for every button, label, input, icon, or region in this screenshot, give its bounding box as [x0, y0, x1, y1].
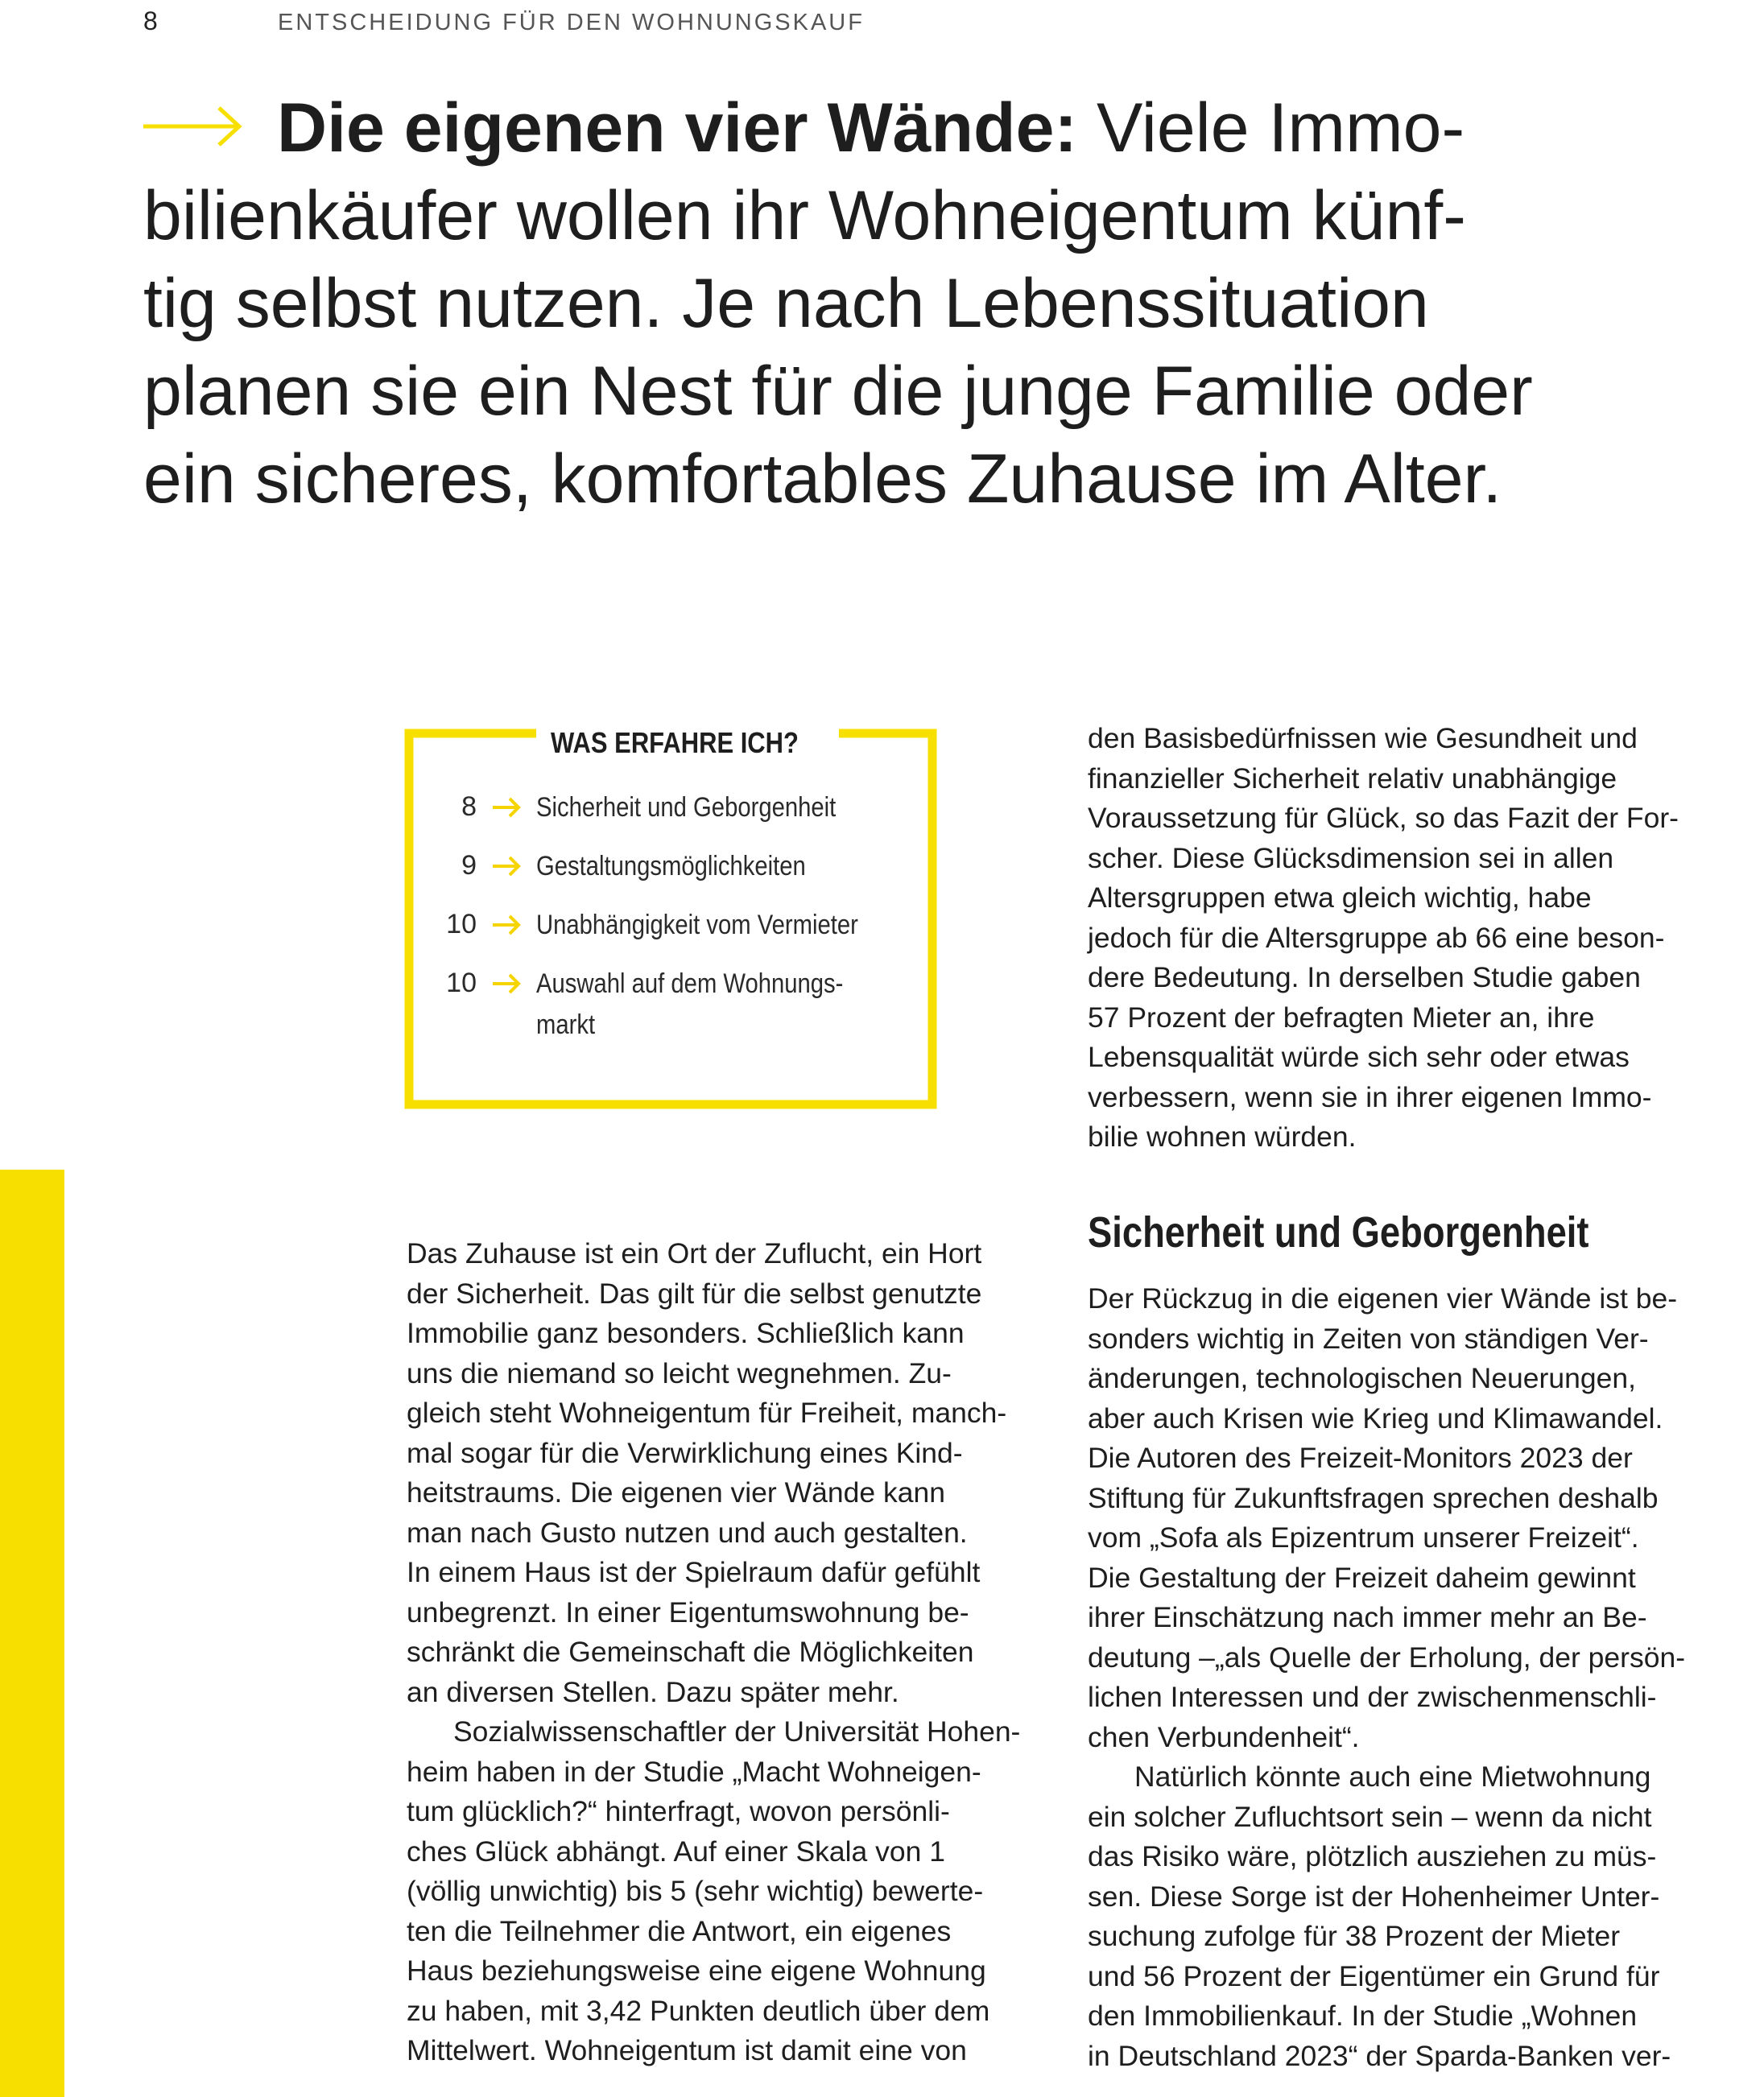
body-text-right-bottom	[1088, 1279, 1685, 2076]
text-line: suchung zufolge für 38 Prozent der Mieter	[1088, 1920, 1621, 1952]
toc-item-page: 10	[446, 968, 477, 998]
toc-item[interactable]	[404, 846, 919, 905]
text-line: jedoch für die Altersgruppe ab 66 eine beson-	[1088, 921, 1665, 954]
toc-item-page: 10	[446, 909, 477, 939]
toc-item-page: 8	[461, 791, 477, 822]
text-line: Altersgruppen etwa gleich wichtig, habe	[1088, 881, 1592, 914]
text-line: Mittelwert. Wohneigentum ist damit eine von	[407, 2034, 967, 2066]
toc-item[interactable]	[404, 905, 919, 964]
arrow-right-icon	[493, 973, 522, 994]
text-line: gleich steht Wohneigentum für Freiheit, manch-	[407, 1397, 1007, 1429]
arrow-right-icon	[493, 797, 522, 818]
toc-title: WAS ERFAHRE ICH?	[536, 729, 813, 757]
headline-line-5: ein sicheres, komfortables Zuhause im Alter.	[143, 440, 1502, 518]
text-line: sen. Diese Sorge ist der Hohenheimer Unter-	[1088, 1880, 1660, 1913]
text-line: man nach Gusto nutzen und auch gestalten.	[407, 1516, 968, 1549]
text-line: Der Rückzug in die eigenen vier Wände ist be-	[1088, 1282, 1678, 1315]
arrow-right-icon	[493, 914, 522, 935]
text-line: heim haben in der Studie „Macht Wohneigen-	[407, 1755, 981, 1788]
toc-item-label: Auswahl auf dem Wohnungs- markt	[536, 968, 844, 1040]
toc-item-label: Unabhängigkeit vom Vermieter	[536, 910, 858, 940]
toc-item-label: Gestaltungsmöglichkeiten	[536, 851, 806, 881]
text-line: ches Glück abhängt. Auf einer Skala von 1	[407, 1835, 946, 1868]
body-text-left	[407, 1234, 1020, 2071]
headline	[143, 85, 1673, 523]
text-line: In einem Haus ist der Spielraum dafür gefühlt	[407, 1556, 981, 1588]
toc-item-label: Sicherheit und Geborgenheit	[536, 792, 837, 823]
body-text-right-top	[1088, 719, 1679, 1158]
text-line: deutung –„als Quelle der Erholung, der persön-	[1088, 1641, 1686, 1674]
text-line: vom „Sofa als Epizentrum unserer Freizeit“.	[1088, 1521, 1639, 1554]
text-line: ten die Teilnehmer die Antwort, ein eigenes	[407, 1914, 952, 1947]
page-number: 8	[143, 6, 158, 35]
text-line: änderungen, technologischen Neuerungen,	[1088, 1362, 1636, 1394]
text-line: der Sicherheit. Das gilt für die selbst genutzte	[407, 1277, 982, 1310]
toc-item-page: 9	[461, 850, 477, 881]
text-line: den Immobilienkauf. In der Studie „Wohnen	[1088, 2000, 1638, 2032]
headline-line-3: tig selbst nutzen. Je nach Lebenssituation	[143, 265, 1429, 342]
text-line: verbessern, wenn sie in ihrer eigenen Immo-	[1088, 1080, 1652, 1113]
text-line: Haus beziehungsweise eine eigene Wohnung	[407, 1955, 986, 1987]
section-heading: Sicherheit und Geborgenheit	[1088, 1208, 1589, 1257]
text-line: heitstraums. Die eigenen vier Wände kann	[407, 1476, 945, 1509]
text-line: Die Autoren des Freizeit-Monitors 2023 der	[1088, 1442, 1633, 1474]
text-line: schränkt die Gemeinschaft die Möglichkeiten	[407, 1636, 974, 1668]
toc-box	[404, 726, 937, 1109]
text-line: Stiftung für Zukunftsfragen sprechen deshalb	[1088, 1481, 1659, 1514]
text-line: uns die niemand so leicht wegnehmen. Zu-	[407, 1356, 952, 1389]
text-line: sonders wichtig in Zeiten von ständigen Ver-	[1088, 1322, 1649, 1355]
toc-item[interactable]	[404, 787, 919, 846]
text-line: in Deutschland 2023“ der Sparda-Banken ver-	[1088, 2039, 1671, 2072]
text-line: tum glücklich?“ hinterfragt, wovon persönli-	[407, 1795, 950, 1827]
text-line: Sozialwissenschaftler der Universität Hohen-	[453, 1715, 1021, 1748]
text-line: den Basisbedürfnissen wie Gesundheit und	[1088, 722, 1638, 754]
text-line: zu haben, mit 3,42 Punkten deutlich über dem	[407, 1994, 990, 2027]
arrow-right-icon	[493, 856, 522, 877]
text-line: unbegrenzt. In einer Eigentumswohnung be-	[407, 1595, 969, 1628]
text-line: Immobilie ganz besonders. Schließlich kann	[407, 1317, 965, 1349]
text-line: lichen Interessen und der zwischenmenschli-	[1088, 1681, 1657, 1713]
text-line: chen Verbundenheit“.	[1088, 1720, 1360, 1753]
text-line: aber auch Krisen wie Krieg und Klimawandel.	[1088, 1401, 1663, 1434]
text-line: ihrer Einschätzung nach immer mehr an Be-	[1088, 1601, 1647, 1633]
running-head: ENTSCHEIDUNG FÜR DEN WOHNUNGSKAUF	[278, 10, 865, 35]
headline-line-4: planen sie ein Nest für die junge Familie oder	[143, 353, 1533, 430]
headline-line-2: bilienkäufer wollen ihr Wohneigentum künf-	[143, 177, 1466, 254]
arrow-right-icon	[143, 106, 243, 147]
text-line: dere Bedeutung. In derselben Studie gaben	[1088, 961, 1641, 993]
toc-list	[404, 787, 919, 1052]
text-line: das Risiko wäre, plötzlich ausziehen zu müs-	[1088, 1840, 1657, 1872]
headline-line-1	[143, 85, 1673, 172]
text-line: Natürlich könnte auch eine Mietwohnung	[1134, 1761, 1651, 1793]
headline-lead: Die eigenen vier Wände:	[277, 89, 1078, 167]
text-line: ein solcher Zufluchtsort sein – wenn da nicht	[1088, 1800, 1652, 1833]
text-line: Das Zuhause ist ein Ort der Zuflucht, ein Hort	[407, 1237, 982, 1269]
text-line: scher. Diese Glücksdimension sei in allen	[1088, 841, 1614, 874]
toc-item[interactable]	[404, 964, 919, 1052]
text-line: (völlig unwichtig) bis 5 (sehr wichtig) bewerte-	[407, 1875, 984, 1907]
text-line: bilie wohnen würden.	[1088, 1121, 1357, 1153]
headline-line-1-rest: Viele Immo-	[1077, 89, 1465, 167]
text-line: mal sogar für die Verwirklichung eines Kind-	[407, 1436, 963, 1469]
text-line: finanzieller Sicherheit relativ unabhängige	[1088, 762, 1617, 795]
text-line: Lebensqualität würde sich sehr oder etwas	[1088, 1041, 1630, 1073]
text-line: Die Gestaltung der Freizeit daheim gewinnt	[1088, 1561, 1636, 1594]
text-line: 57 Prozent der befragten Mieter an, ihre	[1088, 1001, 1595, 1034]
text-line: und 56 Prozent der Eigentümer ein Grund für	[1088, 1959, 1660, 1992]
text-line: an diversen Stellen. Dazu später mehr.	[407, 1675, 899, 1708]
accent-side-bar	[0, 1170, 64, 2097]
text-line: Voraussetzung für Glück, so das Fazit der For-	[1088, 802, 1679, 834]
